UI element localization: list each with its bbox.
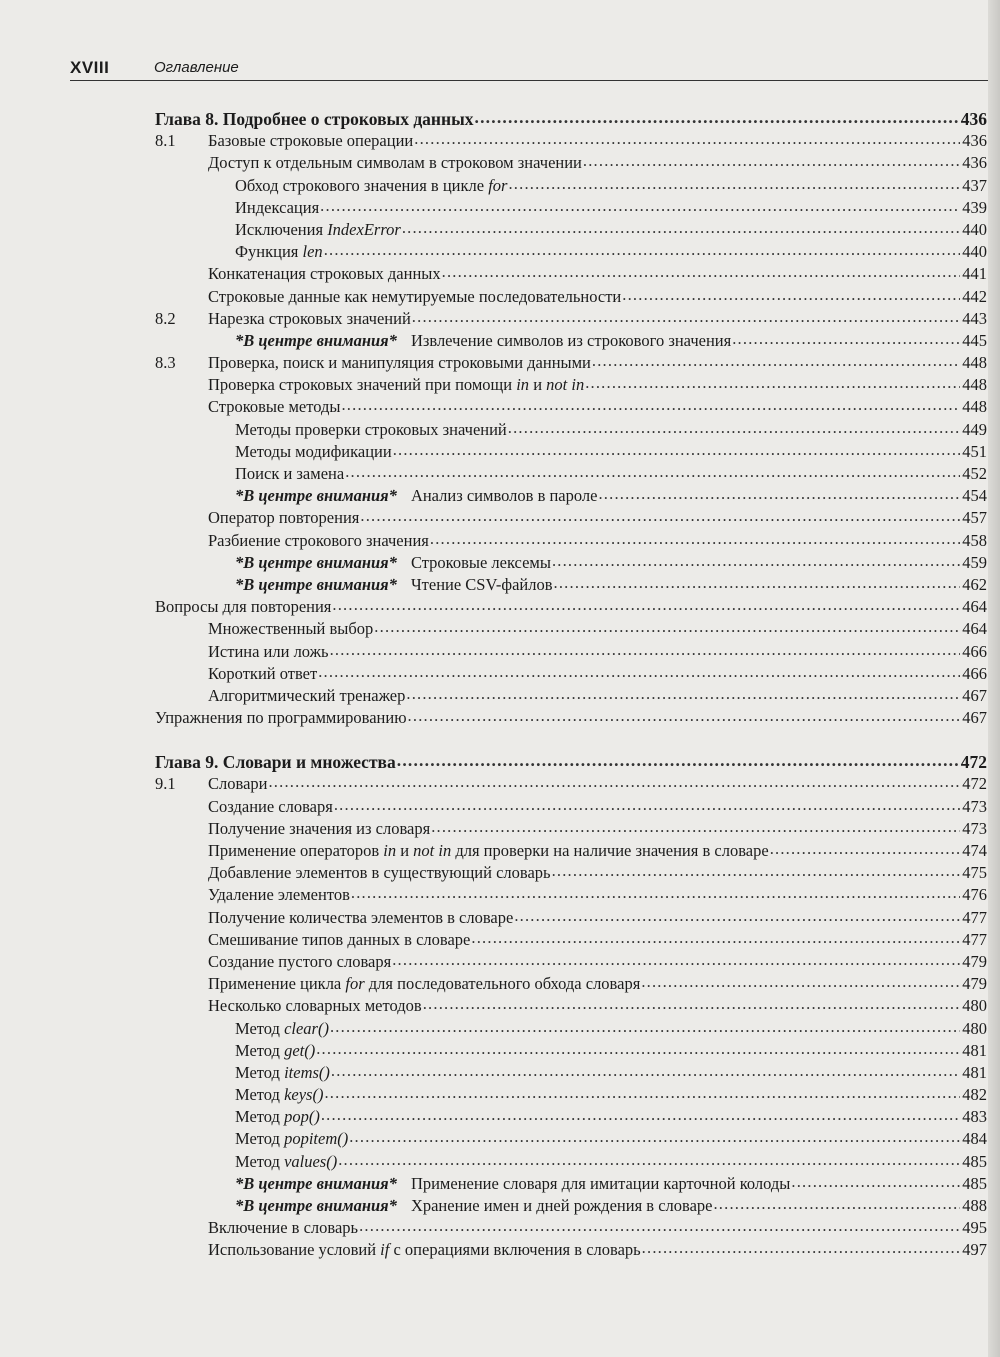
title-text: Проверка строковых значений при помощи: [208, 375, 517, 395]
page-number: 477: [962, 907, 987, 927]
title-text: Проверка, поиск и манипуляция строковыми данными: [208, 353, 591, 373]
dot-leader: [341, 394, 960, 416]
page-number: 464: [962, 597, 987, 617]
entry-title: [235, 463, 344, 485]
page-number: 472: [962, 774, 987, 794]
page-number: 449: [962, 419, 987, 439]
title-text: и: [396, 841, 414, 860]
entry-title: [235, 485, 597, 507]
page-number: 475: [962, 863, 987, 883]
entry-title: [208, 773, 267, 795]
entry-title: [235, 219, 401, 241]
page-number: 451: [962, 441, 987, 461]
code-term: if: [380, 1240, 390, 1260]
toc-entry[interactable]: [155, 663, 987, 685]
dot-leader: [475, 106, 960, 128]
dot-leader: [324, 1082, 960, 1104]
code-term: keys(): [284, 1085, 324, 1105]
entry-title: [208, 907, 513, 929]
toc-entry[interactable]: [155, 1040, 987, 1062]
entry-title: [208, 796, 333, 818]
dot-leader: [268, 771, 960, 793]
in-focus-label: *В центре внимания*: [235, 1196, 397, 1215]
section-number: 9.1: [155, 774, 176, 794]
title-text: Получение значения из словаря: [208, 818, 431, 838]
page-number: 448: [962, 353, 987, 373]
page-number: 480: [962, 1018, 987, 1038]
chapter-heading[interactable]: [155, 751, 987, 773]
toc-entry[interactable]: [155, 818, 987, 840]
code-term: not in: [546, 375, 585, 395]
toc-entry[interactable]: [155, 973, 987, 995]
table-of-contents: [155, 108, 987, 1262]
toc-entry[interactable]: [155, 951, 987, 973]
entry-title: [208, 685, 405, 707]
title-text: Извлечение символов из строкового значения: [410, 330, 732, 350]
title-text: Метод: [235, 1085, 285, 1105]
code-term: len: [302, 242, 323, 262]
title-text: Алгоритмический тренажер: [208, 685, 406, 705]
entry-title: [235, 574, 553, 596]
page-number: 481: [962, 1062, 987, 1082]
title-text: Метод: [235, 1018, 285, 1038]
title-text: Получение количества элементов в словаре: [208, 907, 514, 927]
dot-leader: [332, 594, 960, 616]
in-focus-label: *В центре внимания*: [235, 1173, 397, 1193]
title-text: Методы модификации: [235, 441, 392, 461]
page-number: 473: [962, 818, 987, 838]
dot-leader: [402, 217, 960, 239]
toc-entry[interactable]: [155, 552, 987, 574]
dot-leader: [508, 417, 960, 439]
page-number: 466: [962, 663, 987, 683]
title-text: Оператор повторения: [208, 508, 360, 528]
dot-leader: [431, 816, 960, 838]
title-text: Поиск и замена: [235, 464, 345, 483]
page-number: 482: [962, 1085, 987, 1105]
toc-entry[interactable]: [155, 441, 987, 463]
entry-title: [235, 1151, 337, 1173]
entry-title: [208, 263, 441, 285]
title-text: Доступ к отдельным символам в строковом значении: [208, 153, 582, 173]
running-header: [70, 58, 988, 81]
page-number: 485: [962, 1173, 987, 1193]
dot-leader: [598, 483, 960, 505]
title-text: Разбиение строкового значения: [208, 530, 429, 550]
title-text: Метод: [235, 1107, 285, 1127]
entry-title: [208, 929, 470, 951]
page-number: 474: [962, 841, 987, 860]
dot-leader: [321, 1104, 960, 1126]
title-text: Вопросы для повторения: [155, 597, 332, 617]
code-term: in: [383, 841, 397, 860]
chapter-block: [155, 751, 987, 1261]
dot-leader: [442, 261, 960, 283]
toc-entry[interactable]: [155, 840, 987, 862]
toc-entry[interactable]: [155, 507, 987, 529]
dot-leader: [552, 860, 960, 882]
chapter-block: [155, 108, 987, 729]
toc-entry[interactable]: [155, 197, 987, 219]
title-text: Создание словаря: [208, 796, 333, 816]
entry-title: [208, 530, 429, 552]
title-text: Словари: [208, 774, 268, 794]
page-number: 437: [962, 175, 987, 195]
entry-title: [235, 1128, 348, 1150]
title-text: Удаление элементов: [208, 885, 350, 905]
dot-leader: [330, 639, 960, 661]
toc-entry[interactable]: [155, 1173, 987, 1195]
dot-leader: [554, 572, 960, 594]
entry-title: [208, 862, 551, 884]
entry-title: [208, 663, 317, 685]
toc-entry[interactable]: [155, 1195, 987, 1217]
title-text: Обход строкового значения в цикле: [235, 175, 489, 195]
dot-leader: [514, 905, 960, 927]
page-number: 436: [960, 109, 987, 129]
entry-title: [208, 1217, 358, 1239]
title-text: Использование условий: [208, 1240, 381, 1260]
title-text: для последовательного обхода словаря: [364, 974, 641, 994]
dot-leader: [791, 1171, 960, 1193]
title-text: Применение цикла: [208, 974, 346, 994]
dot-leader: [330, 1016, 960, 1038]
title-text: Строковые данные как немутируемые последовательности: [208, 286, 622, 306]
in-focus-label: *В центре внимания*: [235, 574, 397, 594]
title-text: Функция: [235, 242, 303, 262]
toc-entry[interactable]: [155, 330, 987, 352]
entry-title: [208, 995, 422, 1017]
page-number: 484: [962, 1129, 987, 1149]
page-number: 454: [962, 486, 987, 506]
entry-title: [208, 130, 413, 152]
title-text: Применение словаря для имитации карточной колоды: [410, 1173, 791, 1193]
in-focus-label: *В центре внимания*: [235, 330, 397, 350]
toc-entry[interactable]: [155, 175, 987, 197]
section-title: Оглавление: [154, 59, 239, 76]
toc-entry[interactable]: [155, 1062, 987, 1084]
entry-title: [235, 441, 392, 463]
entry-title: [208, 618, 373, 640]
title-text: Чтение CSV-файлов: [410, 574, 553, 594]
entry-title: [208, 286, 621, 308]
entry-title: [208, 152, 582, 174]
title-text: Смешивание типов данных в словаре: [208, 929, 471, 949]
toc-entry[interactable]: [155, 907, 987, 929]
page-number: 459: [962, 552, 987, 572]
dot-leader: [360, 505, 960, 527]
entry-title: [235, 1084, 323, 1106]
dot-leader: [585, 372, 960, 394]
page-number: 442: [962, 286, 987, 306]
page-number: 448: [962, 375, 987, 395]
toc-entry[interactable]: [155, 618, 987, 640]
entry-title: [208, 840, 769, 862]
title-text: Множественный выбор: [208, 619, 374, 639]
toc-entry[interactable]: [155, 352, 987, 374]
title-text: Конкатенация строковых данных: [208, 264, 441, 284]
dot-leader: [406, 683, 960, 705]
title-text: для проверки на наличие значения в словаре: [451, 841, 769, 860]
dot-leader: [392, 949, 960, 971]
title-text: Исключения: [235, 219, 328, 239]
title-text: Добавление элементов в существующий словарь: [208, 863, 551, 883]
chapter-title: Глава 8. Подробнее о строковых данных: [155, 109, 474, 129]
dot-leader: [334, 794, 960, 816]
dot-leader: [316, 1038, 960, 1060]
code-term: for: [345, 974, 365, 994]
dot-leader: [351, 882, 960, 904]
title-text: Строковые лексемы: [410, 552, 551, 572]
code-term: in: [516, 375, 530, 395]
page-number: 483: [962, 1107, 987, 1127]
toc-entry[interactable]: [155, 374, 987, 396]
toc-entry[interactable]: [155, 862, 987, 884]
page-number: 472: [960, 752, 987, 773]
entry-title: [235, 330, 731, 352]
code-term: popitem(): [284, 1129, 349, 1149]
dot-leader: [508, 173, 960, 195]
entry-title: [208, 507, 359, 529]
title-text: Метод: [235, 1062, 285, 1082]
toc-entry[interactable]: [155, 574, 987, 596]
toc-entry[interactable]: [155, 152, 987, 174]
page-number: 481: [962, 1040, 987, 1060]
entry-title: [235, 241, 323, 263]
dot-leader: [583, 150, 960, 172]
toc-entry[interactable]: [155, 286, 987, 308]
toc-entry[interactable]: [155, 130, 987, 152]
in-focus-label: *В центре внимания*: [235, 486, 397, 506]
code-term: clear(): [284, 1018, 329, 1038]
entry-title: [235, 197, 319, 219]
entry-title: [235, 1106, 320, 1128]
page-number: 466: [962, 641, 987, 661]
code-term: not in: [413, 841, 452, 860]
entry-title: [208, 396, 340, 418]
toc-entry[interactable]: [155, 641, 987, 663]
title-text: Хранение имен и дней рождения в словаре: [410, 1196, 713, 1215]
page-number: 485: [962, 1151, 987, 1171]
title-text: Короткий ответ: [208, 663, 318, 683]
toc-entry[interactable]: [155, 1084, 987, 1106]
title-text: Метод: [235, 1040, 285, 1060]
page-number-roman: XVIII: [70, 58, 110, 77]
dot-leader: [412, 306, 960, 328]
code-term: get(): [284, 1040, 316, 1060]
dot-leader: [338, 1149, 960, 1171]
page-number: 457: [962, 508, 987, 528]
dot-leader: [320, 195, 960, 217]
page-number: 488: [962, 1196, 987, 1215]
toc-entry[interactable]: [155, 884, 987, 906]
page-number: 440: [962, 219, 987, 239]
dot-leader: [359, 1215, 960, 1237]
page-number: 441: [962, 264, 987, 284]
page-number: 436: [962, 153, 987, 173]
title-text: Метод: [235, 1129, 285, 1149]
page-number: 467: [962, 708, 987, 728]
title-text: Методы проверки строковых значений: [235, 419, 507, 439]
entry-title: [155, 596, 331, 618]
toc-entry[interactable]: [155, 1106, 987, 1128]
title-text: Несколько словарных методов: [208, 996, 422, 1016]
toc-entry[interactable]: [155, 241, 987, 263]
toc-entry[interactable]: [155, 929, 987, 951]
dot-leader: [552, 550, 960, 572]
code-term: pop(): [284, 1107, 320, 1127]
page-number: 476: [962, 885, 987, 905]
dot-leader: [324, 239, 960, 261]
toc-entry[interactable]: [155, 308, 987, 330]
title-text: Анализ символов в пароле: [410, 486, 598, 506]
title-text: Упражнения по программированию: [155, 708, 407, 728]
toc-entry[interactable]: [155, 596, 987, 618]
dot-leader: [345, 461, 960, 483]
title-text: Базовые строковые операции: [208, 131, 414, 151]
entry-title: [208, 374, 584, 396]
code-term: items(): [284, 1062, 330, 1082]
dot-leader: [349, 1126, 960, 1148]
code-term: for: [488, 175, 508, 195]
page-number: 439: [962, 197, 987, 217]
entry-title: [235, 419, 507, 441]
in-focus-label: *В центре внимания*: [235, 552, 397, 572]
title-text: и: [529, 375, 547, 395]
title-text: Включение в словарь: [208, 1218, 359, 1238]
section-number: 8.2: [155, 308, 176, 328]
dot-leader: [423, 993, 960, 1015]
dot-leader: [471, 927, 960, 949]
entry-title: [235, 1062, 330, 1084]
page-number: 480: [962, 996, 987, 1016]
page-number: 443: [962, 308, 987, 328]
title-text: Применение операторов: [208, 841, 384, 860]
page-number: 473: [962, 796, 987, 816]
title-text: Нарезка строковых значений: [208, 308, 411, 328]
code-term: IndexError: [327, 219, 401, 239]
page-number: 448: [962, 397, 987, 417]
toc-entry[interactable]: [155, 1128, 987, 1150]
title-text: Создание пустого словаря: [208, 951, 392, 971]
dot-leader: [331, 1060, 960, 1082]
page-number: 462: [962, 574, 987, 594]
toc-entry[interactable]: [155, 419, 987, 441]
entry-title: [235, 1040, 315, 1062]
title-text: Строковые методы: [208, 397, 341, 417]
page-number: 464: [962, 619, 987, 639]
toc-entry[interactable]: [155, 995, 987, 1017]
dot-leader: [592, 350, 960, 372]
toc-entry[interactable]: [155, 485, 987, 507]
dot-leader: [374, 616, 960, 638]
entry-title: [208, 1239, 641, 1261]
dot-leader: [770, 838, 960, 860]
toc-entry[interactable]: [155, 685, 987, 707]
toc-entry[interactable]: [155, 263, 987, 285]
toc-entry[interactable]: [155, 1151, 987, 1173]
page-number: 445: [962, 330, 987, 350]
page-number: 452: [962, 464, 987, 483]
dot-leader: [713, 1193, 960, 1215]
entry-title: [235, 175, 507, 197]
dot-leader: [408, 705, 960, 727]
entry-title: [155, 707, 407, 729]
chapter-title: Глава 9. Словари и множества: [155, 752, 396, 773]
entry-title: [208, 818, 430, 840]
toc-entry[interactable]: [155, 707, 987, 729]
entry-title: [235, 552, 551, 574]
section-number: 8.1: [155, 131, 176, 151]
entry-title: [235, 1018, 329, 1040]
dot-leader: [397, 749, 960, 771]
dot-leader: [318, 661, 960, 683]
page-number: 477: [962, 929, 987, 949]
page-number: 436: [962, 131, 987, 151]
page-number: 497: [962, 1240, 987, 1260]
dot-leader: [414, 128, 960, 150]
code-term: values(): [284, 1151, 338, 1171]
toc-entry[interactable]: [155, 773, 987, 795]
title-text: Истина или ложь: [208, 641, 329, 661]
page-number: 479: [962, 951, 987, 971]
toc-entry[interactable]: [155, 1217, 987, 1239]
entry-title: [208, 884, 350, 906]
toc-entry[interactable]: [155, 219, 987, 241]
entry-title: [208, 973, 640, 995]
entry-title: [208, 352, 591, 374]
page-number: 495: [962, 1218, 987, 1238]
entry-title: [208, 951, 391, 973]
entry-title: [235, 1195, 712, 1217]
toc-entry[interactable]: [155, 463, 987, 485]
dot-leader: [732, 328, 960, 350]
dot-leader: [641, 971, 960, 993]
page-edge: [988, 0, 1000, 1357]
entry-title: [208, 308, 411, 330]
page-number: 479: [962, 974, 987, 994]
dot-leader: [430, 528, 960, 550]
page-number: 458: [962, 530, 987, 550]
toc-entry[interactable]: [155, 796, 987, 818]
page-number: 467: [962, 685, 987, 705]
chapter-gap: [155, 729, 987, 751]
toc-entry[interactable]: [155, 530, 987, 552]
toc-entry[interactable]: [155, 1239, 987, 1261]
title-text: Метод: [235, 1151, 285, 1171]
chapter-heading[interactable]: [155, 108, 987, 130]
toc-entry[interactable]: [155, 396, 987, 418]
dot-leader: [642, 1237, 960, 1259]
entry-title: [235, 1173, 790, 1195]
title-text: Индексация: [235, 197, 320, 217]
toc-entry[interactable]: [155, 1018, 987, 1040]
section-number: 8.3: [155, 353, 176, 373]
dot-leader: [393, 439, 960, 461]
entry-title: [208, 641, 329, 663]
title-text: с операциями включения в словарь: [389, 1240, 641, 1260]
dot-leader: [622, 284, 960, 306]
page-number: 440: [962, 242, 987, 262]
